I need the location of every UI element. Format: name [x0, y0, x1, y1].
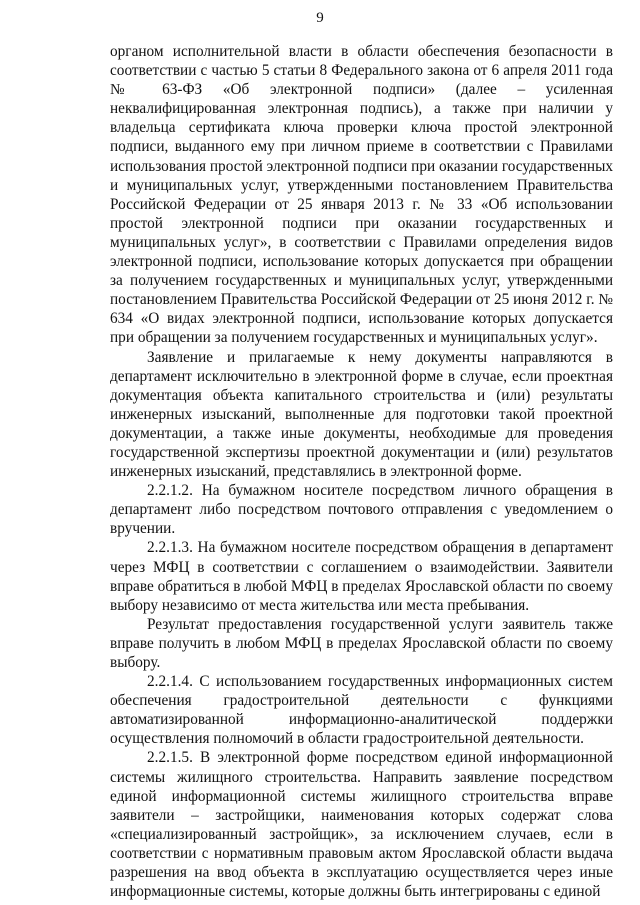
paragraph-2-2-1-5: 2.2.1.5. В электронной форме посредством единой информационной системы жилищного строительства. Направить заявление посредством единой информационной системы жилищного строительства вправе заявители – застройщики, наименования которых содержат слова «специализированный застройщик», за исключением случаев, если в соответствии с нормативным правовым актом Ярославской области выдача разрешения на ввод объекта в эксплуатацию осуществляется через иные информационные системы, которые должны быть интегрированы с единой	[110, 749, 613, 901]
paragraph-continuation: органом исполнительной власти в области обеспечения безопасности в соответствии с частью 5 статьи 8 Федерального закона от 6 апреля 2011 года № 63-ФЗ «Об электронной подписи» (далее – усиленная неквалифицированная электронная подпись), а также при наличии у владельца сертификата ключа проверки ключа простой электронной подписи, выданного ему при личном приеме в соответствии с Правилами использования простой электронной подписи при оказании государственных и муниципальных услуг, утвержденными постановлением Правительства Российской Федерации от 25 января 2013 г. № 33 «Об использовании простой электронной подписи при оказании государственных и муниципальных услуг», в соответствии с Правилами определения видов электронной подписи, использование которых допускается при обращении за получением государственных и муниципальных услуг, утвержденными постановлением Правительства Российской Федерации от 25 июня 2012 г. № 634 «О видах электронной подписи, использование которых допускается при обращении за получением государственных и муниципальных услуг».	[110, 43, 613, 347]
page-number: 9	[316, 10, 324, 26]
paragraph-2-2-1-4: 2.2.1.4. С использованием государственных информационных систем обеспечения градостроительной деятельности с функциями автоматизированной информационно-аналитической поддержки осуществления полномочий в области градостроительной деятельности.	[110, 673, 613, 748]
paragraph-2-2-1-3: 2.2.1.3. На бумажном носителе посредством обращения в департамент через МФЦ в соответствии с соглашением о взаимодействии. Заявители вправе обратиться в любой МФЦ в пределах Ярославской области по своему выбору независимо от места жительства или места пребывания.	[110, 539, 613, 614]
paragraph-2-2-1-2: 2.2.1.2. На бумажном носителе посредством личного обращения в департамент либо посредством почтового отправления с уведомлением о вручении.	[110, 482, 613, 538]
paragraph-electronic-submission: Заявление и прилагаемые к нему документы направляются в департамент исключительно в электронной форме в случае, если проектная документация объекта капитального строительства и (или) результаты инженерных изысканий, выполненные для подготовки такой проектной документации, а также иные документы, необходимые для проведения государственной экспертизы проектной документации и (или) результатов инженерных изысканий, представлялись в электронной форме.	[110, 348, 613, 481]
paragraph-result-mfc: Результат предоставления государственной услуги заявитель также вправе получить в любом МФЦ в пределах Ярославской области по своему выбору.	[110, 615, 613, 671]
document-body	[110, 42, 613, 901]
